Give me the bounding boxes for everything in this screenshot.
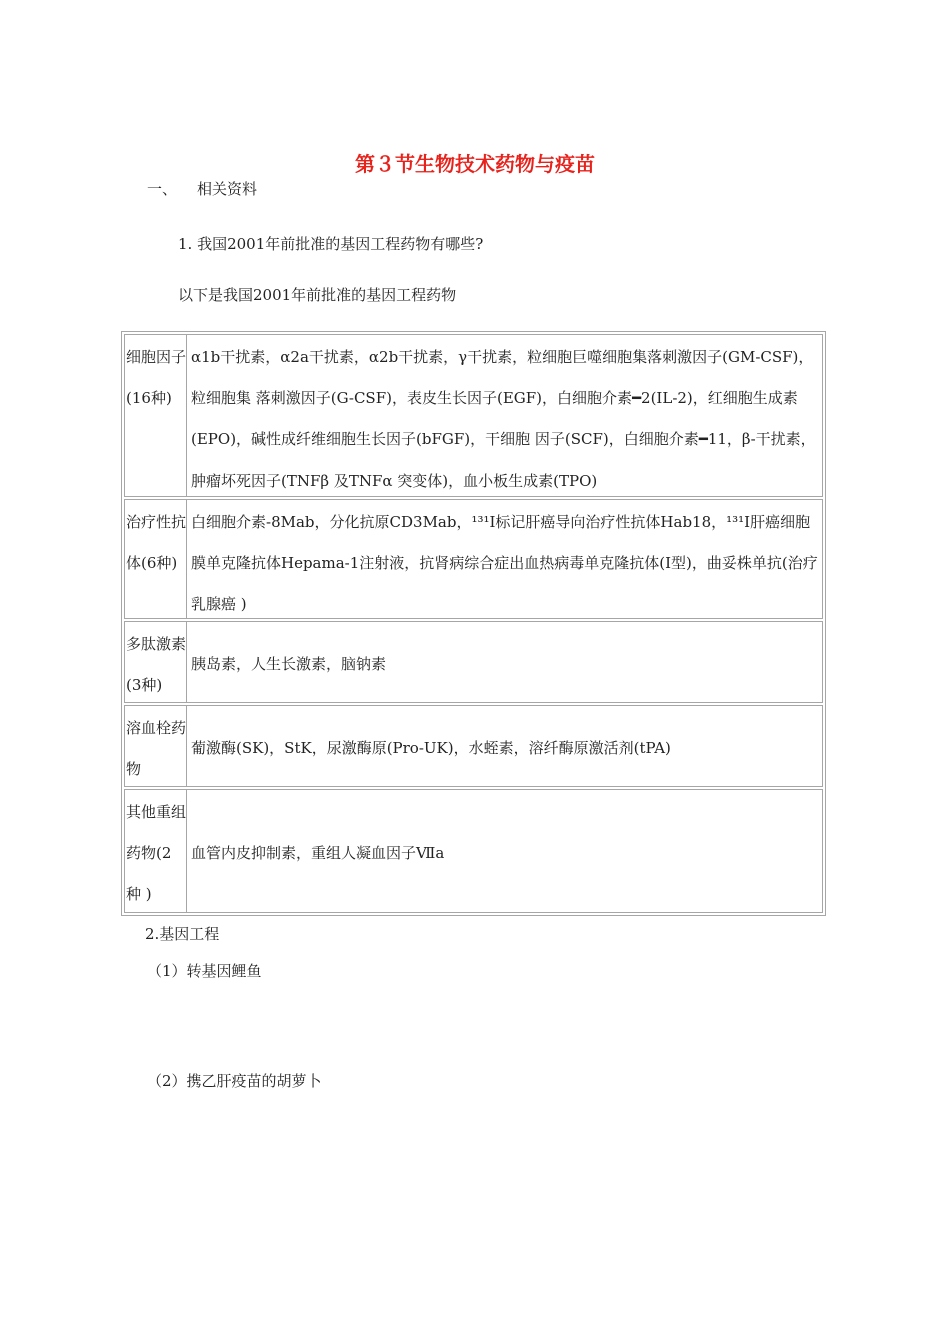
table-row [124, 789, 823, 913]
row-content-text: 胰岛素，人生长激素，脑钠素 [191, 654, 387, 673]
table-row [124, 499, 823, 619]
row-label: 其他重组药物(2种 ) [124, 789, 186, 913]
item-1: （1）转基因鲤鱼 [147, 962, 262, 980]
row-content-text: 葡激酶(SK)，StK，尿激酶原(Pro-UK)，水蛭素，溶纤酶原激活剂(tPA) [191, 738, 671, 757]
table-row [124, 621, 823, 703]
row-content [186, 705, 823, 787]
row-label: 治疗性抗体(6种) [124, 499, 186, 619]
row-content-text: α1b干扰素，α2a干扰素，α2b干扰素，γ干扰素，粒细胞巨噬细胞集落刺激因子(GM-CSF)，粒细胞集 落刺激因子(G-CSF)，表皮生长因子(EGF)，白细胞介素━2(IL-2)，红细胞生成素(EPO)，碱性成纤维细胞生长因子(bFGF)，干细胞 因子(SCF)，白细胞介素━11，β-干扰素，肿瘤坏死因子(TNFβ 及TNFα 突变体)，血小板生成素(TPO) [191, 348, 816, 490]
section-two-heading: 2.基因工程 [145, 925, 220, 943]
item-2: （2）携乙肝疫苗的胡萝卜 [147, 1072, 322, 1090]
intro-line: 以下是我国2001年前批准的基因工程药物 [178, 286, 457, 304]
table-row [124, 334, 823, 497]
row-label: 多肽激素(3种) [124, 621, 186, 703]
row-content [186, 621, 823, 703]
section-number: 一、 [147, 180, 178, 198]
drug-table [121, 331, 826, 916]
row-content-text: 血管内皮抑制素，重组人凝血因子Ⅶa [191, 843, 445, 862]
row-label: 细胞因子(16种) [124, 334, 186, 497]
table-row [124, 705, 823, 787]
row-content-text: 白细胞介素-8Mab，分化抗原CD3Mab，¹³¹I标记肝癌导向治疗性抗体Hab18，¹³¹I肝癌细胞膜单克隆抗体Hepama-1注射液，抗肾病综合症出血热病毒单克隆抗体(I型)，曲妥株单抗(治疗乳腺癌 ) [191, 513, 818, 614]
row-label: 溶血栓药物 [124, 705, 186, 787]
row-content [186, 789, 823, 913]
question-1: 1. 我国2001年前批准的基因工程药物有哪些? [178, 235, 484, 253]
page-title: 第３节生物技术药物与疫苗 [355, 152, 595, 176]
row-content [186, 499, 823, 619]
section-heading: 相关资料 [197, 180, 258, 198]
row-content [186, 334, 823, 497]
